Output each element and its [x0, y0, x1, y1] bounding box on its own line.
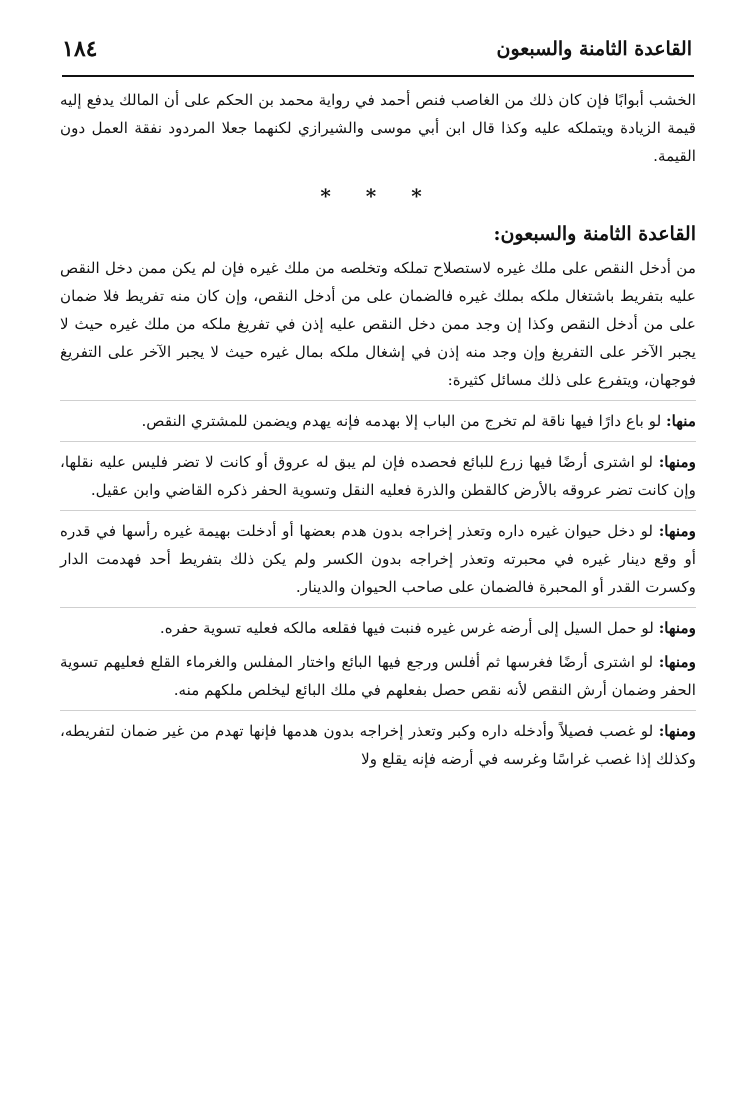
running-title: القاعدة الثامنة والسبعون	[496, 38, 692, 60]
example-paragraph	[60, 407, 696, 435]
section-separator: * * *	[320, 184, 436, 208]
example-lead: ومنها:	[658, 722, 696, 740]
divider	[60, 400, 696, 401]
continuation-paragraph: الخشب أبوابًا فإن كان ذلك من الغاصب فنص أحمد في رواية محمد بن الحكم على أن المالك يدفع إليه قيمة الزيادة ويتملكه عليه وكذا قال ابن أبي موسى والشيرازي لكنهما جعلا المردود نفقة العمل دون القيمة.	[60, 91, 696, 165]
example-paragraph	[60, 614, 696, 642]
body-text	[60, 86, 696, 779]
example-text: لو غصب فصيلاً وأدخله داره وكبر وتعذر إخراجه بدون هدمها فإنها تهدم من غير ضمان لتفريطه، وكذلك إذا غصب غراسًا وغرسه في أرضه فإنه يقلع ولا	[60, 722, 696, 768]
example-lead: ومنها:	[658, 653, 696, 671]
example-text: لو اشترى أرضًا فيها زرع للبائع فحصده فإن لم يبق له عروق أو كانت لا تضر فليس عليه نقلها، وإن كانت تضر عروقه بالأرض كالقطن والذرة فعليه النقل وتسوية الحفر ذكره القاضي وابن عقيل.	[60, 453, 696, 499]
divider	[60, 441, 696, 442]
example-paragraph	[60, 517, 696, 601]
example-paragraph	[60, 648, 696, 704]
example-text: لو دخل حيوان غيره داره وتعذر إخراجه بدون هدم بعضها أو أدخلت بهيمة غيره رأسها في قدره أو وقع دينار غيره في محبرته وتعذر إخراجه بدون الكسر ولم يكن ذلك بتفريط أحد فهدمت الدار وكسرت القدر أو المحبرة فالضمان على صاحب الحيوان والدينار.	[60, 522, 696, 596]
example-lead: منها:	[666, 412, 696, 430]
divider	[60, 710, 696, 711]
example-paragraph	[60, 717, 696, 773]
divider	[60, 510, 696, 511]
example-text: لو اشترى أرضًا فغرسها ثم أفلس ورجع فيها البائع واختار المفلس والغرماء القلع فعليهم تسوية الحفر وضمان أرش النقص لأنه نقص حصل بفعلهم في ملك البائع ليخلص ملكهم منه.	[60, 653, 696, 699]
example-lead: ومنها:	[658, 453, 696, 471]
example-lead: ومنها:	[658, 619, 696, 637]
header-rule	[62, 75, 694, 77]
page-number: ١٨٤	[62, 36, 98, 62]
example-text: لو حمل السيل إلى أرضه غرس غيره فنبت فيها فقلعه مالكه فعليه تسوية حفره.	[159, 619, 659, 637]
intro-paragraph: من أدخل النقص على ملك غيره لاستصلاح تملكه وتخلصه من ملك غيره فإن لم يكن ممن دخل النقص عليه بتفريط باشتغال ملكه بملك غيره فالضمان على من أدخل النقص، وإن كان منه تفريط فلا ضمان على من أدخل النقص وكذا إن وجد ممن دخل النقص عليه إذن في تفريغ ملكه من ملك غيره حيث لا يجبر الآخر على التفريغ وإن وجد منه إذن في إشغال ملكه بمال غيره حيث لا يجبر الآخر على التفريغ فوجهان، ويتفرع على ذلك مسائل كثيرة:	[60, 259, 696, 389]
divider	[60, 607, 696, 608]
page-header	[62, 36, 692, 70]
section-title: القاعدة الثامنة والسبعون:	[493, 223, 696, 245]
example-lead: ومنها:	[658, 522, 696, 540]
example-text: لو باع دارًا فيها ناقة لم تخرج من الباب إلا بهدمه فإنه يهدم ويضمن للمشتري النقص.	[141, 412, 667, 430]
example-paragraph	[60, 448, 696, 504]
